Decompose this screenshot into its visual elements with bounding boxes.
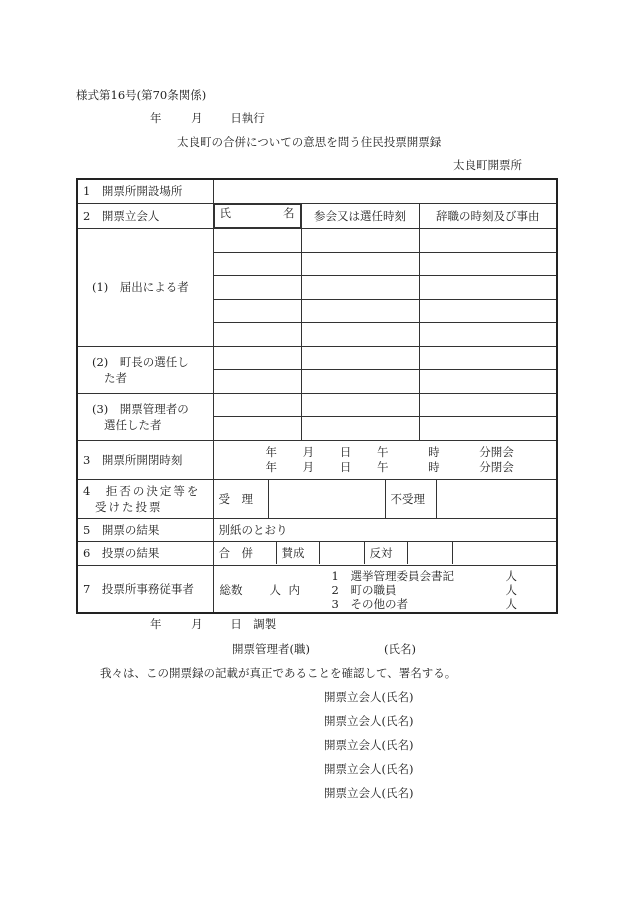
prepared-day: 日 調製 bbox=[230, 617, 277, 631]
close-suffix: 分閉会 bbox=[479, 459, 514, 474]
witness-signature-line: 開票立会人(氏名) bbox=[324, 786, 414, 800]
rejected-label: 不受理 bbox=[385, 480, 436, 518]
vote-result-cells bbox=[213, 542, 557, 566]
open-close-times[interactable] bbox=[213, 440, 557, 479]
manager-name: (氏名) bbox=[384, 642, 416, 656]
open-close-row bbox=[77, 440, 557, 479]
open-month: 月 bbox=[302, 444, 315, 459]
prepared-year: 年 bbox=[150, 617, 162, 631]
sub1-label: (1) 届出による者 bbox=[77, 229, 213, 347]
rejected-label-b: 受けた投票 bbox=[95, 499, 163, 514]
prepared-month: 月 bbox=[191, 617, 203, 631]
witness-name-field[interactable] bbox=[213, 393, 301, 417]
open-ampm: 午 bbox=[376, 444, 389, 459]
counting-result-value: 別紙のとおり bbox=[213, 518, 557, 542]
open-hour: 時 bbox=[428, 444, 440, 459]
sub2-label-b: た者 bbox=[104, 370, 127, 385]
witness-signature-line: 開票立会人(氏名) bbox=[324, 690, 414, 704]
close-day: 日 bbox=[339, 459, 352, 474]
open-suffix: 分開会 bbox=[479, 444, 514, 459]
witness-signature-line: 開票立会人(氏名) bbox=[324, 738, 414, 752]
close-hour: 時 bbox=[428, 459, 440, 474]
witness-resign-field[interactable] bbox=[419, 229, 557, 253]
witness-resign-field[interactable] bbox=[419, 393, 557, 417]
col-name-b: 名 bbox=[283, 205, 295, 220]
witness-name-field[interactable] bbox=[213, 370, 301, 394]
no-label: 反対 bbox=[364, 542, 407, 564]
witness-time-field[interactable] bbox=[301, 323, 419, 347]
witness-signature-line: 開票立会人(氏名) bbox=[324, 762, 414, 776]
staff-row bbox=[77, 565, 557, 613]
witness-name-field[interactable] bbox=[213, 417, 301, 441]
yes-label: 賛成 bbox=[276, 542, 319, 564]
sub2-label-a: (2) 町長の選任し bbox=[92, 354, 189, 369]
staff-item-num: 3 bbox=[331, 596, 339, 611]
sub3-label bbox=[77, 393, 213, 440]
staff-item-num: 2 bbox=[331, 582, 339, 597]
prepared-date-line bbox=[150, 616, 276, 632]
witness-name-field[interactable] bbox=[213, 323, 301, 347]
rejected-votes-row bbox=[77, 479, 557, 518]
close-month: 月 bbox=[302, 459, 315, 474]
col-time-header: 参会又は選任時刻 bbox=[301, 203, 419, 229]
rejected-label-a: 4 拒否の決定等を bbox=[83, 483, 201, 498]
witness-name-field[interactable] bbox=[213, 229, 301, 253]
execution-month: 月 bbox=[191, 111, 203, 125]
staff-details[interactable] bbox=[213, 565, 557, 613]
staff-item-text: 選挙管理委員会書記 bbox=[350, 568, 454, 583]
venue-label: 1 開票所開設場所 bbox=[77, 179, 213, 203]
execution-date-line bbox=[150, 110, 265, 126]
witness-time-field[interactable] bbox=[301, 229, 419, 253]
vote-result-label: 6 投票の結果 bbox=[77, 542, 213, 566]
table-row bbox=[77, 229, 557, 253]
form-number: 様式第16号(第70条関係) bbox=[76, 88, 207, 102]
witness-name-field[interactable] bbox=[213, 346, 301, 370]
witness-time-field[interactable] bbox=[301, 346, 419, 370]
witness-time-field[interactable] bbox=[301, 417, 419, 441]
vote-result-row bbox=[77, 542, 557, 566]
staff-item-text: その他の者 bbox=[350, 596, 408, 611]
open-year: 年 bbox=[265, 444, 277, 459]
witness-resign-field[interactable] bbox=[419, 370, 557, 394]
manager-title: 開票管理者(職) bbox=[232, 642, 310, 656]
witness-name-field[interactable] bbox=[213, 299, 301, 323]
rejected-votes-label bbox=[77, 479, 213, 518]
close-time-line bbox=[266, 460, 552, 475]
witness-resign-field[interactable] bbox=[419, 299, 557, 323]
staff-label: 7 投票所事務従事者 bbox=[77, 565, 213, 613]
no-count-field[interactable] bbox=[407, 542, 452, 564]
witness-resign-field[interactable] bbox=[419, 276, 557, 300]
staff-people: 人 bbox=[269, 582, 281, 597]
staff-item-3 bbox=[332, 596, 408, 612]
col-name-header bbox=[214, 204, 301, 229]
witness-time-field[interactable] bbox=[301, 299, 419, 323]
witness-resign-field[interactable] bbox=[419, 252, 557, 276]
staff-item-num: 1 bbox=[331, 568, 339, 583]
staff-item-unit: 人 bbox=[505, 596, 517, 611]
rejected-votes-cells bbox=[213, 479, 557, 518]
witness-resign-field[interactable] bbox=[419, 346, 557, 370]
sub2-label bbox=[77, 346, 213, 393]
table-row bbox=[77, 346, 557, 370]
close-year: 年 bbox=[265, 459, 277, 474]
document-title: 太良町の合併についての意思を問う住民投票開票録 bbox=[177, 135, 442, 149]
accepted-label: 受 理 bbox=[218, 491, 253, 506]
witness-signature-line: 開票立会人(氏名) bbox=[324, 714, 414, 728]
open-day: 日 bbox=[339, 444, 352, 459]
confirmation-statement: 我々は、この開票録の記載が真正であることを確認して、署名する。 bbox=[100, 666, 457, 680]
rejected-count-field[interactable] bbox=[436, 480, 557, 518]
execution-day: 日執行 bbox=[230, 111, 265, 125]
vote-result-blank bbox=[452, 542, 557, 564]
staff-item-unit: 人 bbox=[505, 568, 517, 583]
witness-time-field[interactable] bbox=[301, 252, 419, 276]
accepted-count-field[interactable] bbox=[268, 480, 385, 518]
witness-label: 2 開票立会人 bbox=[77, 203, 213, 229]
counting-record-table bbox=[76, 178, 558, 614]
witness-header-row bbox=[77, 203, 557, 229]
witness-resign-field[interactable] bbox=[419, 417, 557, 441]
witness-name-field[interactable] bbox=[213, 252, 301, 276]
venue-value-field[interactable] bbox=[213, 179, 557, 203]
witness-name-field[interactable] bbox=[213, 276, 301, 300]
staff-breakdown: 内 bbox=[288, 582, 300, 597]
col-resign-header: 辞職の時刻及び事由 bbox=[419, 203, 557, 229]
witness-resign-field[interactable] bbox=[419, 323, 557, 347]
staff-item-unit: 人 bbox=[505, 582, 517, 597]
office-name: 太良町開票所 bbox=[453, 158, 522, 172]
col-name-a: 氏 bbox=[219, 205, 231, 220]
execution-year: 年 bbox=[150, 111, 162, 125]
sub3-label-a: (3) 開票管理者の bbox=[92, 401, 189, 416]
table-row bbox=[77, 393, 557, 417]
counting-result-label: 5 開票の結果 bbox=[77, 518, 213, 542]
venue-row bbox=[77, 179, 557, 203]
open-time-line bbox=[266, 445, 552, 460]
merger-label: 合 併 bbox=[218, 546, 253, 561]
yes-count-field[interactable] bbox=[319, 542, 364, 564]
staff-item-text: 町の職員 bbox=[350, 582, 397, 597]
open-close-label: 3 開票所開閉時刻 bbox=[77, 440, 213, 479]
staff-total: 総数 bbox=[219, 582, 243, 597]
witness-time-field[interactable] bbox=[301, 393, 419, 417]
close-ampm: 午 bbox=[376, 459, 389, 474]
witness-time-field[interactable] bbox=[301, 276, 419, 300]
sub3-label-b: 選任した者 bbox=[104, 417, 162, 432]
witness-time-field[interactable] bbox=[301, 370, 419, 394]
counting-result-row bbox=[77, 518, 557, 542]
